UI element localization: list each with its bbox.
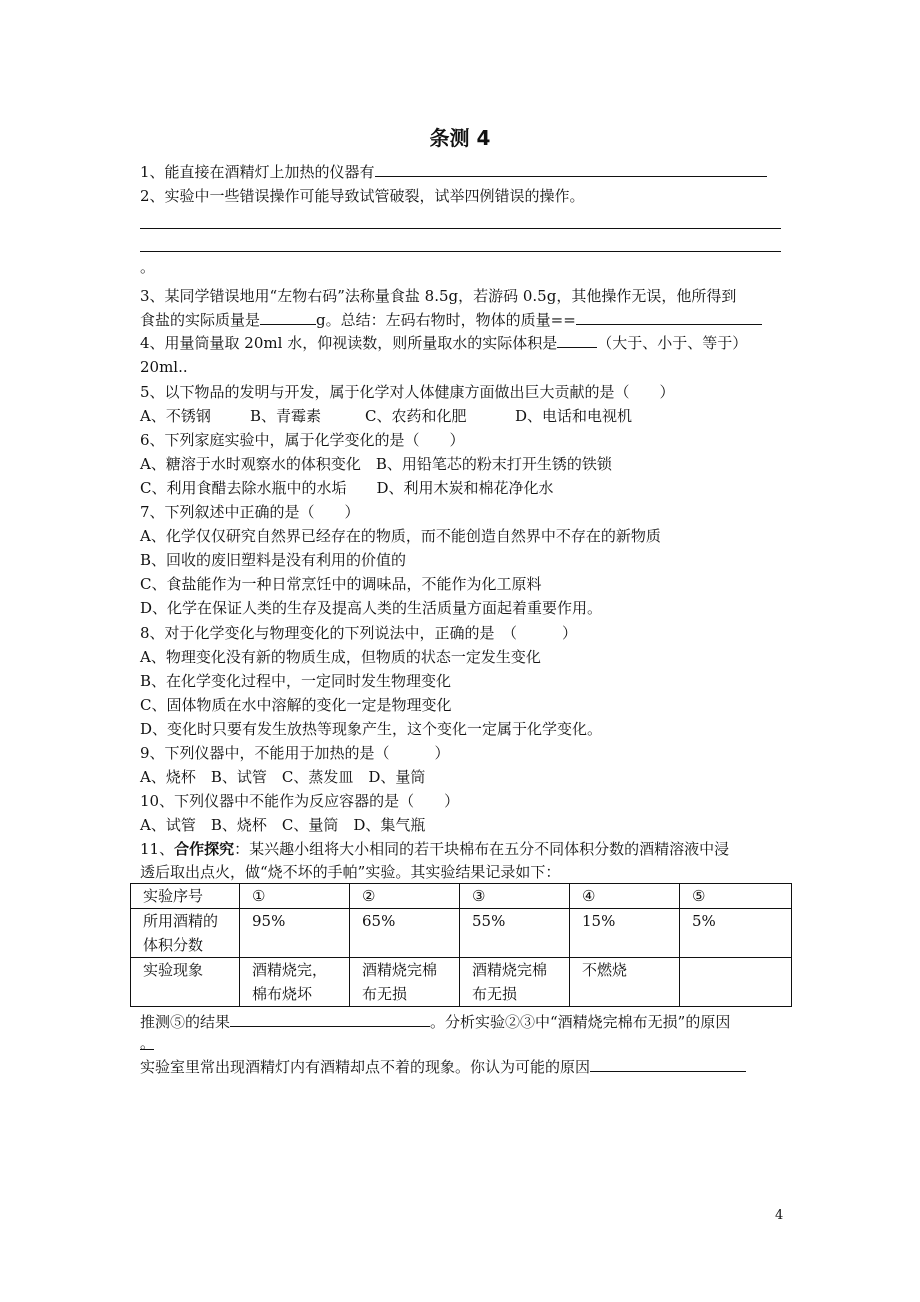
answer-blank[interactable] [557,331,597,348]
question-11-line-2: 透后取出点火，做“烧不坏的手帕”实验。其实验结果记录如下： [140,863,561,881]
question-11-after-end [140,1031,154,1055]
question-5-stem: 5、以下物品的发明与开发，属于化学对人体健康方面做出巨大贡献的是（ ） [140,383,675,401]
answer-line[interactable] [140,228,781,229]
table-row [131,958,792,1007]
question-1: 1、能直接在酒精灯上加热的仪器有 [140,160,767,184]
question-6-stem: 6、下列家庭实验中，属于化学变化的是（ ） [140,431,465,449]
question-2-end: 。 [140,258,156,276]
cooperative-inquiry-label: 合作探究 [174,840,235,858]
table-cell: 实验序号 [131,884,240,909]
question-9-options[interactable]: A、烧杯 B、试管 C、蒸发皿 D、量筒 [140,768,426,786]
table-cell: ⑤ [680,884,792,909]
page-title: 条测 4 [429,126,491,150]
question-10-stem: 10、下列仪器中不能作为反应容器的是（ ） [140,792,460,810]
page-number: 4 [775,1208,784,1223]
table-cell: 15% [570,909,680,958]
option-a[interactable]: A、物理变化没有新的物质生成，但物质的状态一定发生变化 [140,648,541,666]
table-cell: ④ [570,884,680,909]
option-a[interactable]: A、不锈钢 [140,407,211,425]
question-10-options[interactable]: A、试管 B、烧杯 C、量筒 D、集气瓶 [140,816,426,834]
question-9-stem: 9、下列仪器中，不能用于加热的是（ ） [140,744,450,762]
option-b[interactable]: B、回收的废旧塑料是没有利用的价值的 [140,551,407,569]
option-d[interactable]: D、电话和电视机 [515,407,633,425]
question-6-options-cd[interactable]: C、利用食醋去除水瓶中的水垢 D、利用木炭和棉花净化水 [140,479,554,497]
table-cell: 5% [680,909,792,958]
table-cell: 不燃烧 [570,958,680,1007]
option-d[interactable]: D、变化时只要有发生放热等现象产生，这个变化一定属于化学变化。 [140,720,603,738]
option-d[interactable]: D、化学在保证人类的生存及提高人类的生活质量方面起着重要作用。 [140,599,603,617]
table-cell: ② [350,884,460,909]
question-11-last-line: 实验室里常出现酒精灯内有酒精却点不着的现象。你认为可能的原因 [140,1055,746,1079]
question-8-stem: 8、对于化学变化与物理变化的下列说法中，正确的是 （ ） [140,624,578,642]
question-11-line-1: 11、合作探究：某兴趣小组将大小相同的若干块棉布在五分不同体积分数的酒精溶液中浸 [140,840,730,858]
question-3-line-2: 食盐的实际质量是 g。总结：左码右物时，物体的质量== [140,308,762,332]
experiment-results-table [130,883,792,1007]
table-header-row [131,884,792,909]
option-b[interactable]: B、在化学变化过程中，一定同时发生物理变化 [140,672,452,690]
answer-blank[interactable] [260,308,316,325]
table-cell: ① [240,884,350,909]
question-3-line-1: 3、某同学错误地用“左物右码”法称量食盐 8.5g，若游码 0.5g，其他操作无误，他所得到 [140,287,737,305]
option-c[interactable]: C、食盐能作为一种日常烹饪中的调味品，不能作为化工原料 [140,575,542,593]
answer-blank[interactable] [375,160,767,177]
table-cell: 实验现象 [131,958,240,1007]
question-7-stem: 7、下列叙述中正确的是（ ） [140,503,360,521]
answer-line[interactable] [140,251,781,252]
answer-blank[interactable] [590,1055,746,1072]
table-cell: 所用酒精的 体积分数 [131,909,240,958]
question-4-line-2: 20ml.. [140,358,188,376]
table-cell: 酒精烧完棉 布无损 [350,958,460,1007]
table-cell: ③ [460,884,570,909]
option-c[interactable]: C、农药和化肥 [365,407,467,425]
table-cell: 55% [460,909,570,958]
option-a[interactable]: A、化学仅仅研究自然界已经存在的物质，而不能创造自然界中不存在的新物质 [140,527,661,545]
question-6-options-ab[interactable]: A、糖溶于水时观察水的体积变化 B、用铅笔芯的粉末打开生锈的铁锁 [140,455,612,473]
table-cell[interactable] [680,958,792,1007]
option-b[interactable]: B、青霉素 [250,407,322,425]
question-5-options [140,404,632,428]
table-row [131,909,792,958]
question-2: 2、实验中一些错误操作可能导致试管破裂，试举四例错误的操作。 [140,187,585,205]
question-4-line-1: 4、用量筒量取 20ml 水，仰视读数，则所量取水的实际体积是 （大于、小于、等于） [140,331,747,355]
answer-blank[interactable]: 。 [140,1031,154,1050]
table-cell: 酒精烧完棉 布无损 [460,958,570,1007]
answer-blank[interactable] [576,308,762,325]
answer-blank[interactable] [230,1010,430,1027]
question-11-after: 推测⑤的结果 。分析实验②③中“酒精烧完棉布无损”的原因 [140,1010,730,1034]
table-cell: 酒精烧完， 棉布烧坏 [240,958,350,1007]
table-cell: 95% [240,909,350,958]
table-cell: 65% [350,909,460,958]
option-c[interactable]: C、固体物质在水中溶解的变化一定是物理变化 [140,696,452,714]
